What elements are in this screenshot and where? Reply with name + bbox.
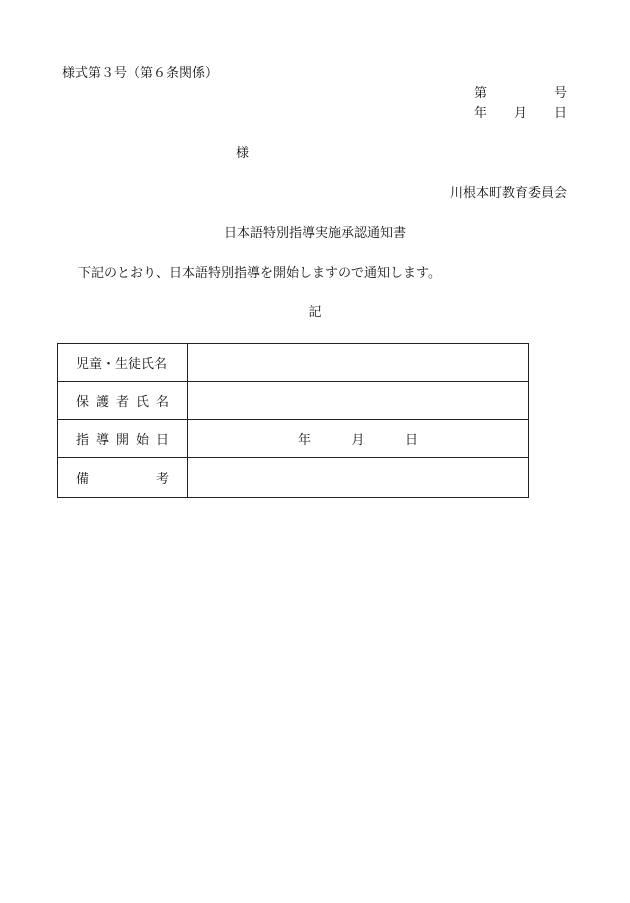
label-char: 導	[95, 433, 109, 448]
issuer-name: 川根本町教育委員会	[449, 186, 567, 201]
label-char: 名	[155, 395, 169, 410]
remarks-label	[58, 458, 188, 498]
label-char: 護	[95, 395, 109, 410]
start-date-month-label: 月	[351, 433, 365, 448]
remarks-value[interactable]	[188, 458, 529, 498]
label-char: 指	[76, 433, 90, 448]
start-date-value[interactable]	[188, 420, 529, 458]
table-row	[58, 420, 529, 458]
body-text: 下記のとおり、日本語特別指導を開始しますので通知します。	[78, 266, 441, 281]
label-char: 備	[76, 472, 90, 487]
guardian-name-label	[58, 382, 188, 420]
student-name-value[interactable]	[188, 344, 529, 382]
document-number-suffix: 号	[553, 86, 567, 101]
form-number: 様式第３号（第６条関係）	[62, 66, 219, 81]
date-day-label: 日	[553, 106, 567, 121]
label-char: 考	[155, 472, 169, 487]
student-name-label	[58, 344, 188, 382]
document-number-prefix: 第	[474, 86, 488, 101]
label-char: 開	[115, 433, 129, 448]
document-date-line	[474, 106, 567, 122]
table-row	[58, 458, 529, 498]
document-number-line	[474, 86, 567, 102]
start-date-label	[58, 420, 188, 458]
label-char: 者	[115, 395, 129, 410]
table-row	[58, 382, 529, 420]
start-date-year-label: 年	[298, 433, 312, 448]
info-table	[57, 343, 529, 498]
date-month-label: 月	[513, 106, 527, 121]
start-date-day-label: 日	[404, 433, 418, 448]
label-text: 児童・生徒氏名	[76, 357, 168, 372]
addressee-honorific: 様	[236, 146, 250, 161]
document-title: 日本語特別指導実施承認通知書	[223, 226, 406, 241]
date-year-label: 年	[474, 106, 488, 121]
ki-heading: 記	[308, 305, 322, 320]
table-row	[58, 344, 529, 382]
label-char: 日	[155, 433, 169, 448]
guardian-name-value[interactable]	[188, 382, 529, 420]
label-char: 氏	[135, 395, 149, 410]
label-char: 保	[76, 395, 90, 410]
label-char: 始	[135, 433, 149, 448]
